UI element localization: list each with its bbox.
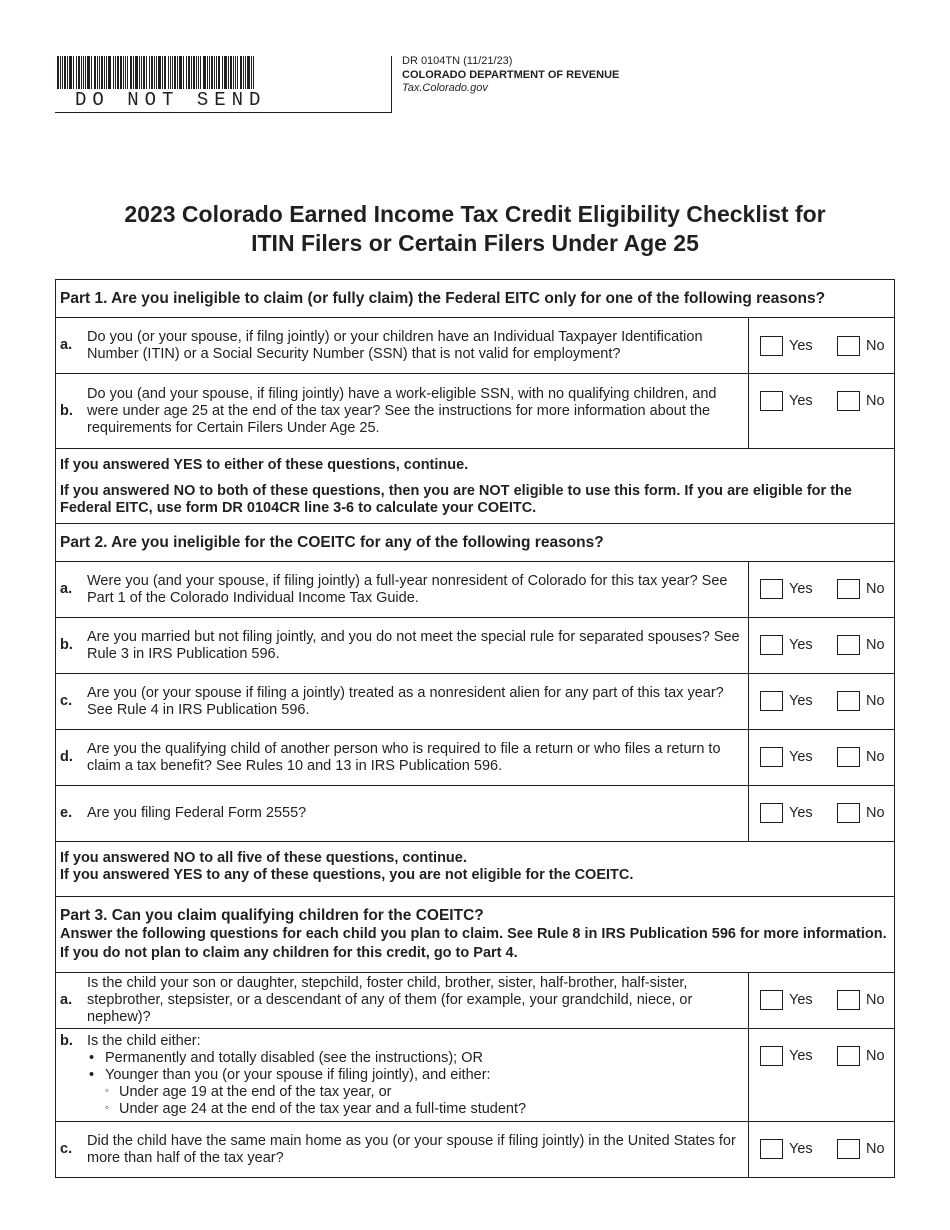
- barcode-bar: [76, 56, 77, 89]
- barcode-bar: [211, 56, 213, 89]
- question-letter: b.: [60, 1033, 73, 1049]
- barcode-bar: [113, 56, 114, 89]
- barcode-bar: [186, 56, 187, 89]
- checklist-form: [55, 279, 895, 1178]
- answer-cell: [749, 318, 894, 373]
- barcode-bar: [224, 56, 227, 89]
- barcode-bar: [115, 56, 116, 89]
- no-checkbox[interactable]: [837, 990, 860, 1010]
- barcode-bar: [207, 56, 208, 89]
- barcode-bar: [240, 56, 242, 89]
- question-letter: b.: [60, 637, 73, 653]
- question-text: Do you (and your spouse, if filing jointly) have a work-eligible SSN, with no qualifying children, and were under age 25 at the end of the tax year? See the instructions for more information about the requirements for Certain Filers Under Age 25.: [87, 385, 717, 436]
- part1-question-b: [56, 373, 894, 448]
- department-name: COLORADO DEPARTMENT OF REVENUE: [402, 68, 620, 81]
- barcode-bar: [164, 56, 166, 89]
- barcode-bar: [151, 56, 153, 89]
- answer-cell: [749, 562, 894, 617]
- question-text-cell: [56, 1122, 749, 1177]
- yes-option[interactable]: [760, 1139, 813, 1159]
- part1-heading: Part 1. Are you ineligible to claim (or fully claim) the Federal EITC only for one of the following reasons?: [60, 290, 826, 307]
- answer-cell: [749, 374, 894, 448]
- barcode-bar: [243, 56, 244, 89]
- part2-note-yes: If you answered YES to any of these questions, you are not eligible for the COEITC.: [60, 867, 634, 883]
- barcode-bar: [81, 56, 82, 89]
- barcode-bar: [149, 56, 150, 89]
- yes-option[interactable]: [760, 336, 813, 356]
- question-text-cell: [56, 730, 749, 785]
- no-checkbox[interactable]: [837, 1046, 860, 1066]
- barcode-bar: [154, 56, 155, 89]
- part2-instructions: [56, 841, 894, 896]
- barcode-bar: [108, 56, 111, 89]
- yes-option[interactable]: [760, 579, 813, 599]
- barcode-bar: [83, 56, 84, 89]
- yes-checkbox[interactable]: [760, 579, 783, 599]
- barcode-bar: [143, 56, 145, 89]
- no-label: No: [866, 992, 885, 1008]
- question-text-cell: [56, 562, 749, 617]
- barcode-bar: [60, 56, 61, 89]
- barcode-bar: [193, 56, 195, 89]
- no-label: No: [866, 1048, 885, 1064]
- barcode-bar: [222, 56, 223, 89]
- no-option[interactable]: [837, 391, 885, 411]
- no-option[interactable]: [837, 336, 885, 356]
- part1-note-no: If you answered NO to both of these questions, then you are NOT eligible to use this form. If you are eligible for the Federal EITC, use form DR 0104CR line 3-6 to calculate your COEITC.: [60, 483, 852, 516]
- yes-label: Yes: [789, 338, 813, 354]
- barcode-bar: [245, 56, 246, 89]
- barcode-bar: [162, 56, 163, 89]
- yes-checkbox[interactable]: [760, 635, 783, 655]
- question-text: Is the child your son or daughter, stepchild, foster child, brother, sister, half-brother, half-sister, stepbrother, stepsister, or a descendant of any of them (for example, your grandchild, niece, or nephew)?: [87, 975, 693, 1025]
- barcode-bar: [133, 56, 134, 89]
- form-title: [40, 200, 910, 258]
- part2-question-d: [56, 729, 894, 785]
- question-text-cell: [56, 786, 749, 841]
- barcode-bar: [230, 56, 232, 89]
- question-text: Are you married but not filing jointly, and you do not meet the special rule for separated spouses? See Rule 3 in IRS Publication 596.: [87, 628, 740, 662]
- part2-question-b: [56, 617, 894, 673]
- no-label: No: [866, 338, 885, 354]
- list-item-text: Younger than you (or your spouse if filing jointly), and either:: [105, 1067, 491, 1083]
- question-letter: a.: [60, 992, 73, 1008]
- question-letter: a.: [60, 581, 73, 597]
- bullet-icon: •: [89, 1067, 95, 1083]
- barcode-bar: [203, 56, 206, 89]
- yes-option[interactable]: [760, 1046, 813, 1066]
- no-checkbox[interactable]: [837, 579, 860, 599]
- part3-question-c: [56, 1121, 894, 1177]
- no-option[interactable]: [837, 747, 885, 767]
- barcode-bar: [253, 56, 254, 89]
- answer-cell: [749, 618, 894, 673]
- question-letter: b.: [60, 402, 73, 419]
- barcode-bar: [247, 56, 250, 89]
- barcode-bar: [183, 56, 184, 89]
- barcode-bar: [97, 56, 98, 89]
- question-letter: d.: [60, 749, 73, 765]
- sub-condition-list: [105, 1084, 744, 1118]
- barcode-bar: [233, 56, 234, 89]
- barcode-bar: [214, 56, 215, 89]
- barcode-bar: [85, 56, 86, 89]
- part3-question-b: [56, 1028, 894, 1121]
- barcode-bar: [179, 56, 182, 89]
- barcode-bar: [172, 56, 173, 89]
- no-label: No: [866, 749, 885, 765]
- question-letter: c.: [60, 1141, 73, 1157]
- part3-heading-block: [56, 896, 894, 972]
- yes-label: Yes: [789, 1141, 813, 1157]
- no-option[interactable]: [837, 579, 885, 599]
- barcode-bar: [57, 56, 59, 89]
- barcode-bar: [104, 56, 105, 89]
- barcode-bar: [117, 56, 119, 89]
- question-text: Are you (or your spouse if filing a jointly) treated as a nonresident alien for any part of this tax year? See Rule 4 in IRS Publication 596.: [87, 684, 724, 718]
- yes-label: Yes: [789, 393, 813, 409]
- yes-option[interactable]: [760, 391, 813, 411]
- no-option[interactable]: [837, 1139, 885, 1159]
- no-label: No: [866, 393, 885, 409]
- no-checkbox[interactable]: [837, 803, 860, 823]
- answer-cell: [749, 730, 894, 785]
- barcode-bar: [78, 56, 80, 89]
- no-checkbox[interactable]: [837, 691, 860, 711]
- yes-option[interactable]: [760, 635, 813, 655]
- barcode-image: [57, 56, 255, 89]
- part3-subheading: Answer the following questions for each child you plan to claim. See Rule 8 in IRS Publication 596 for more information. If you do not plan to claim any children for this credit, go to Part 4.: [60, 926, 887, 961]
- question-text: Were you (and your spouse, if filing jointly) a full-year nonresident of Colorado for this tax year? See Part 1 of the Colorado Individual Income Tax Guide.: [87, 572, 728, 606]
- barcode-bar: [177, 56, 178, 89]
- list-item: [87, 1067, 744, 1118]
- barcode-bar: [106, 56, 107, 89]
- barcode-bar: [196, 56, 197, 89]
- yes-label: Yes: [789, 1048, 813, 1064]
- part1-question-a: [56, 317, 894, 373]
- barcode-bar: [64, 56, 66, 89]
- website: Tax.Colorado.gov: [402, 82, 488, 94]
- part2-question-a: [56, 561, 894, 617]
- question-text-cell: [56, 618, 749, 673]
- yes-option[interactable]: [760, 803, 813, 823]
- form-header: [402, 55, 619, 96]
- barcode-bar: [94, 56, 96, 89]
- barcode-bar: [135, 56, 138, 89]
- barcode-bar: [62, 56, 63, 89]
- question-letter: c.: [60, 693, 73, 709]
- barcode-bar: [191, 56, 192, 89]
- yes-label: Yes: [789, 693, 813, 709]
- part1-instructions: [56, 448, 894, 523]
- no-label: No: [866, 693, 885, 709]
- barcode-bar: [69, 56, 72, 89]
- barcode-bar: [158, 56, 161, 89]
- part2-heading: Part 2. Are you ineligible for the COEITC for any of the following reasons?: [56, 523, 894, 561]
- barcode-bar: [251, 56, 252, 89]
- barcode-bar: [91, 56, 92, 89]
- barcode-bar: [235, 56, 236, 89]
- yes-option[interactable]: [760, 747, 813, 767]
- barcode-bar: [123, 56, 124, 89]
- question-letter: e.: [60, 805, 73, 821]
- barcode-bar: [73, 56, 74, 89]
- list-item-text: Under age 19 at the end of the tax year, or: [119, 1084, 392, 1100]
- bullet-icon: •: [89, 1050, 95, 1066]
- barcode-bar: [200, 56, 201, 89]
- yes-label: Yes: [789, 992, 813, 1008]
- list-item-text: Under age 24 at the end of the tax year and a full-time student?: [119, 1101, 527, 1117]
- question-text: Did the child have the same main home as you (or your spouse if filing jointly) in the United States for more than half of the tax year?: [87, 1132, 736, 1166]
- answer-cell: [749, 674, 894, 729]
- yes-checkbox[interactable]: [760, 391, 783, 411]
- yes-checkbox[interactable]: [760, 1139, 783, 1159]
- yes-checkbox[interactable]: [760, 803, 783, 823]
- answer-cell: [749, 1122, 894, 1177]
- yes-checkbox[interactable]: [760, 336, 783, 356]
- circle-bullet-icon: ◦: [105, 1085, 109, 1097]
- barcode-bar: [209, 56, 210, 89]
- part2-note-no: If you answered NO to all five of these questions, continue.: [60, 850, 467, 866]
- yes-option[interactable]: [760, 691, 813, 711]
- barcode-bar: [170, 56, 171, 89]
- barcode-bar: [198, 56, 199, 89]
- barcode-bar: [228, 56, 229, 89]
- barcode-bar: [174, 56, 176, 89]
- answer-cell: [749, 786, 894, 841]
- question-text-cell: [56, 973, 749, 1028]
- no-label: No: [866, 637, 885, 653]
- question-text: Are you the qualifying child of another person who is required to file a return or who files a return to claim a tax benefit? See Rules 10 and 13 in IRS Publication 596.: [87, 740, 721, 774]
- no-checkbox[interactable]: [837, 1139, 860, 1159]
- barcode-bar: [168, 56, 169, 89]
- title-line-2: ITIN Filers or Certain Filers Under Age 25: [251, 230, 699, 256]
- list-item: [87, 1050, 744, 1067]
- yes-checkbox[interactable]: [760, 747, 783, 767]
- barcode-area: [55, 56, 392, 113]
- no-label: No: [866, 1141, 885, 1157]
- list-item: [105, 1101, 744, 1118]
- barcode-bar: [99, 56, 100, 89]
- barcode-bar: [101, 56, 103, 89]
- question-letter: a.: [60, 337, 73, 353]
- answer-cell: [749, 1029, 894, 1121]
- part3-heading: Part 3. Can you claim qualifying children for the COEITC?: [60, 907, 484, 924]
- barcode-bar: [237, 56, 238, 89]
- yes-label: Yes: [789, 581, 813, 597]
- question-text-cell: [56, 1029, 749, 1121]
- question-text: Are you filing Federal Form 2555?: [87, 805, 307, 821]
- barcode-bar: [130, 56, 132, 89]
- do-not-send-label: DO NOT SEND: [75, 89, 267, 111]
- barcode-bar: [141, 56, 142, 89]
- barcode-bar: [156, 56, 157, 89]
- question-text: Is the child either:: [87, 1033, 201, 1049]
- barcode-bar: [218, 56, 220, 89]
- no-option[interactable]: [837, 803, 885, 823]
- list-item-text: Permanently and totally disabled (see the instructions); OR: [105, 1050, 483, 1066]
- barcode-bar: [125, 56, 126, 89]
- question-text: Do you (or your spouse, if filng jointly) or your children have an Individual Taxpayer Identification Number (ITIN) or a Social Security Number (SSN) that is not valid for employment?: [87, 328, 703, 362]
- barcode-bar: [67, 56, 68, 89]
- no-option[interactable]: [837, 990, 885, 1010]
- barcode-bar: [146, 56, 147, 89]
- no-option[interactable]: [837, 635, 885, 655]
- answer-cell: [749, 973, 894, 1028]
- barcode-bar: [188, 56, 190, 89]
- no-option[interactable]: [837, 1046, 885, 1066]
- question-body: [87, 1033, 744, 1118]
- part1-note-yes: If you answered YES to either of these questions, continue.: [60, 457, 469, 473]
- barcode-bar: [120, 56, 122, 89]
- question-text-cell: [56, 674, 749, 729]
- barcode-bar: [216, 56, 217, 89]
- yes-checkbox[interactable]: [760, 990, 783, 1010]
- no-label: No: [866, 581, 885, 597]
- condition-list: [87, 1050, 744, 1118]
- yes-label: Yes: [789, 749, 813, 765]
- part2-question-c: [56, 673, 894, 729]
- yes-label: Yes: [789, 637, 813, 653]
- no-checkbox[interactable]: [837, 747, 860, 767]
- no-checkbox[interactable]: [837, 635, 860, 655]
- question-text-cell: [56, 318, 749, 373]
- no-option[interactable]: [837, 691, 885, 711]
- no-label: No: [866, 805, 885, 821]
- barcode-bar: [87, 56, 90, 89]
- yes-option[interactable]: [760, 990, 813, 1010]
- no-checkbox[interactable]: [837, 391, 860, 411]
- title-line-1: 2023 Colorado Earned Income Tax Credit Eligibility Checklist for: [124, 201, 826, 227]
- yes-label: Yes: [789, 805, 813, 821]
- no-checkbox[interactable]: [837, 336, 860, 356]
- form-id: DR 0104TN (11/21/23): [402, 55, 513, 67]
- barcode-bar: [139, 56, 140, 89]
- yes-checkbox[interactable]: [760, 1046, 783, 1066]
- barcode-bar: [127, 56, 128, 89]
- circle-bullet-icon: ◦: [105, 1102, 109, 1114]
- list-item: [105, 1084, 744, 1101]
- part3-question-a: [56, 972, 894, 1028]
- question-text-cell: [56, 374, 749, 448]
- yes-checkbox[interactable]: [760, 691, 783, 711]
- part2-question-e: [56, 785, 894, 841]
